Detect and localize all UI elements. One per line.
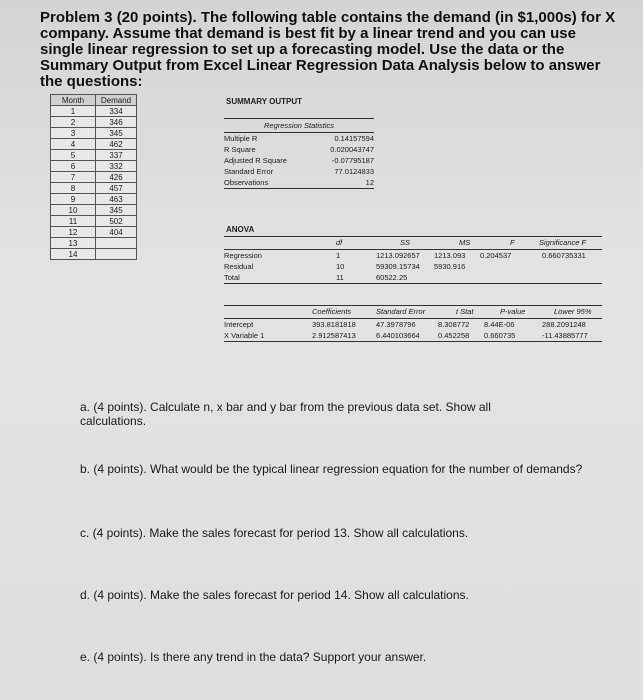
problem-statement: Problem 3 (20 points). The following table contains the demand (in $1,000s) for X company. Assume that demand is best fit by a linear trend and you can use single linear regression to set up a forecasting model. Use the data or the Summary Output from Excel Linear Regression Data Analysis below to answer the questions:: [40, 9, 616, 90]
coef-standard-error: 6.440103664: [376, 331, 420, 340]
summary-output-title: SUMMARY OUTPUT: [226, 97, 302, 106]
anova-header-ms: MS: [459, 238, 471, 247]
month-cell: 10: [51, 205, 96, 216]
anova-table: [224, 236, 602, 284]
coef-header-p-value: P-value: [500, 307, 526, 316]
demand-cell: 334: [96, 106, 137, 117]
coef-t-stat: 8.308772: [438, 320, 470, 329]
month-column-header: Month: [51, 95, 96, 106]
anova-row: [224, 261, 602, 272]
month-cell: 5: [51, 150, 96, 161]
anova-significance: 0.660735331: [542, 251, 586, 260]
demand-cell: 345: [96, 205, 137, 216]
coef-value: 393.8181818: [312, 320, 356, 329]
anova-header-ss: SS: [400, 238, 411, 247]
coef-p-value: 0.660735: [484, 331, 516, 340]
coef-header-coefficients: Coefficients: [312, 307, 352, 316]
stat-label: R Square: [224, 145, 256, 154]
table-row: [51, 139, 137, 150]
coef-t-stat: 0.452258: [438, 331, 470, 340]
coef-lower-95: -11.43885777: [542, 331, 588, 340]
table-row: [51, 249, 137, 260]
coef-header-lower-95: Lower 95%: [554, 307, 592, 316]
month-cell: 8: [51, 183, 96, 194]
month-cell: 1: [51, 106, 96, 117]
question-e: e. (4 points). Is there any trend in the data? Support your answer.: [80, 650, 427, 664]
stat-label: Adjusted R Square: [224, 156, 287, 165]
month-cell: 9: [51, 194, 96, 205]
stat-value: 0.14157594: [334, 134, 374, 143]
coef-header-t-stat: t Stat: [456, 307, 474, 316]
stat-label: Observations: [224, 178, 269, 187]
month-cell: 11: [51, 216, 96, 227]
demand-cell: 457: [96, 183, 137, 194]
table-row: [51, 117, 137, 128]
anova-title: ANOVA: [226, 225, 255, 234]
anova-ss: 60522.25: [376, 273, 408, 282]
table-row: [51, 216, 137, 227]
regression-statistics-title: Regression Statistics: [224, 118, 374, 133]
anova-header-f: F: [510, 238, 515, 247]
anova-row-label: Total: [224, 273, 240, 282]
month-cell: 12: [51, 227, 96, 238]
coef-value: 2.912587413: [312, 331, 356, 340]
anova-ms: 1213.093: [434, 251, 466, 260]
coef-row-label: Intercept: [224, 320, 254, 329]
coef-row: [224, 330, 602, 342]
table-row: [51, 194, 137, 205]
stat-label: Standard Error: [224, 167, 274, 176]
anova-row: [224, 272, 602, 284]
demand-cell: 462: [96, 139, 137, 150]
coef-row: [224, 319, 602, 330]
coef-p-value: 8.44E-06: [484, 320, 515, 329]
anova-header-row: [224, 236, 602, 250]
table-row: [51, 161, 137, 172]
coefficients-table: [224, 305, 602, 342]
anova-row-label: Regression: [224, 251, 262, 260]
anova-row: [224, 250, 602, 261]
stat-value: -0.07795187: [331, 156, 374, 165]
demand-cell: 346: [96, 117, 137, 128]
coef-row-label: X Variable 1: [224, 331, 265, 340]
anova-header-significance: Significance F: [539, 238, 587, 247]
demand-cell: [96, 249, 137, 260]
table-row: [51, 172, 137, 183]
stat-value: 77.0124833: [334, 167, 374, 176]
demand-data-table: [50, 94, 137, 260]
regression-stat-row: [224, 177, 374, 189]
question-d: d. (4 points). Make the sales forecast for period 14. Show all calculations.: [80, 588, 469, 602]
stat-value: 0.020043747: [330, 145, 374, 154]
anova-ss: 59309.15734: [376, 262, 420, 271]
demand-cell: 337: [96, 150, 137, 161]
stat-value: 12: [365, 178, 374, 187]
anova-header-df: df: [336, 238, 343, 247]
month-cell: 4: [51, 139, 96, 150]
month-cell: 3: [51, 128, 96, 139]
question-a: a. (4 points). Calculate n, x bar and y bar from the previous data set. Show all calculations.: [80, 400, 491, 428]
table-row: [51, 205, 137, 216]
regression-stat-row: [224, 155, 374, 166]
month-cell: 6: [51, 161, 96, 172]
demand-cell: 426: [96, 172, 137, 183]
table-row: [51, 128, 137, 139]
demand-cell: 345: [96, 128, 137, 139]
month-cell: 13: [51, 238, 96, 249]
anova-row-label: Residual: [224, 262, 254, 271]
question-b: b. (4 points). What would be the typical linear regression equation for the number of demands?: [80, 462, 583, 476]
regression-stat-row: [224, 144, 374, 155]
question-c: c. (4 points). Make the sales forecast for period 13. Show all calculations.: [80, 526, 469, 540]
anova-df: 11: [336, 273, 344, 282]
table-row: [51, 238, 137, 249]
demand-cell: [96, 238, 137, 249]
coef-lower-95: 288.2091248: [542, 320, 586, 329]
regression-statistics: [224, 118, 374, 189]
regression-stat-row: [224, 166, 374, 177]
month-cell: 2: [51, 117, 96, 128]
month-cell: 14: [51, 249, 96, 260]
anova-f: 0.204537: [480, 251, 512, 260]
anova-df: 10: [336, 262, 345, 271]
table-row: [51, 183, 137, 194]
anova-ss: 1213.092657: [376, 251, 420, 260]
regression-stat-row: [224, 133, 374, 144]
month-cell: 7: [51, 172, 96, 183]
table-row: [51, 106, 137, 117]
coef-header-row: [224, 305, 602, 319]
demand-column-header: Demand: [96, 95, 137, 106]
demand-cell: 404: [96, 227, 137, 238]
coef-standard-error: 47.3978796: [376, 320, 416, 329]
anova-ms: 5930.916: [434, 262, 466, 271]
table-row: [51, 227, 137, 238]
coef-header-standard-error: Standard Error: [376, 307, 426, 316]
demand-cell: 463: [96, 194, 137, 205]
demand-cell: 502: [96, 216, 137, 227]
stat-label: Multiple R: [224, 134, 258, 143]
anova-df: 1: [336, 251, 341, 260]
demand-cell: 332: [96, 161, 137, 172]
table-row: [51, 150, 137, 161]
